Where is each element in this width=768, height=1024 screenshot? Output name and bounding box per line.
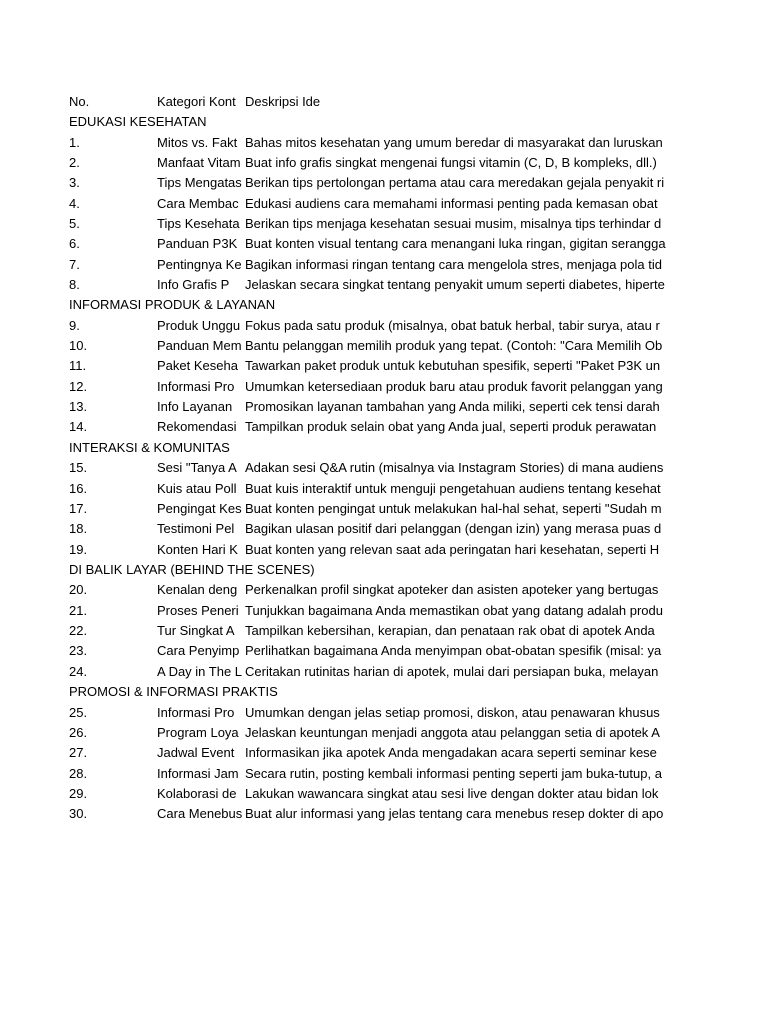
row-description: Tunjukkan bagaimana Anda memastikan obat yang datang adalah produ <box>245 603 663 618</box>
row-description: Tampilkan produk selain obat yang Anda jual, seperti produk perawatan <box>245 419 657 434</box>
row-number: 18. <box>69 521 88 536</box>
table-row <box>0 540 768 560</box>
row-category: Produk Unggu <box>157 318 241 333</box>
row-description: Fokus pada satu produk (misalnya, obat batuk herbal, tabir surya, atau r <box>245 318 660 333</box>
row-number: 26. <box>69 725 88 740</box>
row-description: Umumkan ketersediaan produk baru atau produk favorit pelanggan yang <box>245 379 663 394</box>
row-description: Ceritakan rutinitas harian di apotek, mulai dari persiapan buka, melayan <box>245 664 659 679</box>
table-row <box>0 356 768 376</box>
row-number: 1. <box>69 135 80 150</box>
row-description: Perlihatkan bagaimana Anda menyimpan obat-obatan spesifik (misal: ya <box>245 643 662 658</box>
row-number: 17. <box>69 501 88 516</box>
row-description: Tampilkan kebersihan, kerapian, dan penataan rak obat di apotek Anda <box>245 623 655 638</box>
row-number: 10. <box>69 338 88 353</box>
row-category: Informasi Pro <box>157 705 235 720</box>
table-row <box>0 255 768 275</box>
row-category: Tips Mengatas <box>157 175 242 190</box>
row-number: 7. <box>69 257 80 272</box>
row-description: Bahas mitos kesehatan yang umum beredar di masyarakat dan luruskan <box>245 135 663 150</box>
row-category: Informasi Jam <box>157 766 239 781</box>
row-category: Paket Keseha <box>157 358 238 373</box>
row-category: Tur Singkat A <box>157 623 235 638</box>
table-row <box>0 458 768 478</box>
row-description: Buat kuis interaktif untuk menguji pengetahuan audiens tentang kesehat <box>245 481 661 496</box>
row-number: 27. <box>69 745 88 760</box>
section-title: PROMOSI & INFORMASI PRAKTIS <box>69 684 278 699</box>
row-number: 22. <box>69 623 88 638</box>
table-row <box>0 214 768 234</box>
row-number: 23. <box>69 643 88 658</box>
row-number: 13. <box>69 399 88 414</box>
header-category: Kategori Kont <box>157 94 236 109</box>
row-description: Berikan tips menjaga kesehatan sesuai musim, misalnya tips terhindar d <box>245 216 662 231</box>
table-row <box>0 621 768 641</box>
table-row <box>0 703 768 723</box>
row-number: 11. <box>69 358 87 373</box>
table-row <box>0 764 768 784</box>
row-description: Buat konten yang relevan saat ada peringatan hari kesehatan, seperti H <box>245 542 660 557</box>
row-number: 8. <box>69 277 80 292</box>
row-description: Bantu pelanggan memilih produk yang tepat. (Contoh: "Cara Memilih Ob <box>245 338 663 353</box>
row-description: Jelaskan secara singkat tentang penyakit umum seperti diabetes, hiperte <box>245 277 665 292</box>
table-row <box>0 804 768 824</box>
table-row <box>0 397 768 417</box>
row-number: 3. <box>69 175 80 190</box>
row-description: Tawarkan paket produk untuk kebutuhan spesifik, seperti "Paket P3K un <box>245 358 661 373</box>
header-row <box>0 92 768 112</box>
section-title: INFORMASI PRODUK & LAYANAN <box>69 297 276 312</box>
row-category: Testimoni Pel <box>157 521 235 536</box>
row-category: Jadwal Event <box>157 745 235 760</box>
row-number: 12. <box>69 379 88 394</box>
row-number: 25. <box>69 705 88 720</box>
row-description: Buat konten visual tentang cara menangani luka ringan, gigitan serangga <box>245 236 666 251</box>
row-category: Kuis atau Poll <box>157 481 237 496</box>
row-description: Secara rutin, posting kembali informasi penting seperti jam buka-tutup, a <box>245 766 662 781</box>
row-category: Konten Hari K <box>157 542 238 557</box>
row-number: 6. <box>69 236 80 251</box>
row-category: Panduan P3K <box>157 236 238 251</box>
row-category: Pengingat Kes <box>157 501 242 516</box>
table-row <box>0 173 768 193</box>
row-description: Adakan sesi Q&A rutin (misalnya via Instagram Stories) di mana audiens <box>245 460 664 475</box>
table-row <box>0 479 768 499</box>
row-description: Promosikan layanan tambahan yang Anda miliki, seperti cek tensi darah <box>245 399 660 414</box>
row-category: Program Loya <box>157 725 239 740</box>
row-category: Cara Menebus <box>157 806 243 821</box>
row-number: 16. <box>69 481 88 496</box>
table-row <box>0 662 768 682</box>
row-description: Jelaskan keuntungan menjadi anggota atau pelanggan setia di apotek A <box>245 725 660 740</box>
table-row <box>0 784 768 804</box>
row-number: 2. <box>69 155 80 170</box>
row-category: Cara Penyimp <box>157 643 240 658</box>
row-number: 15. <box>69 460 88 475</box>
row-category: Kolaborasi de <box>157 786 237 801</box>
row-category: Mitos vs. Fakt <box>157 135 238 150</box>
row-description: Bagikan informasi ringan tentang cara mengelola stres, menjaga pola tid <box>245 257 662 272</box>
row-description: Buat konten pengingat untuk melakukan hal-hal sehat, seperti "Sudah m <box>245 501 662 516</box>
table-row <box>0 417 768 437</box>
row-category: Kenalan deng <box>157 582 238 597</box>
table-row <box>0 316 768 336</box>
row-description: Informasikan jika apotek Anda mengadakan acara seperti seminar kese <box>245 745 657 760</box>
row-category: Manfaat Vitam <box>157 155 241 170</box>
row-category: Proses Peneri <box>157 603 239 618</box>
header-no: No. <box>69 94 90 109</box>
row-category: Rekomendasi <box>157 419 237 434</box>
table-row <box>0 519 768 539</box>
row-number: 30. <box>69 806 88 821</box>
row-description: Berikan tips pertolongan pertama atau cara meredakan gejala penyakit ri <box>245 175 665 190</box>
row-category: A Day in The L <box>157 664 243 679</box>
row-category: Info Layanan <box>157 399 233 414</box>
section-title-row <box>0 295 768 315</box>
section-title: DI BALIK LAYAR (BEHIND THE SCENES) <box>69 562 315 577</box>
row-number: 19. <box>69 542 88 557</box>
row-description: Lakukan wawancara singkat atau sesi live dengan dokter atau bidan lok <box>245 786 659 801</box>
row-number: 14. <box>69 419 88 434</box>
section-title: EDUKASI KESEHATAN <box>69 114 207 129</box>
table-row <box>0 336 768 356</box>
section-title-row <box>0 112 768 132</box>
table-row <box>0 377 768 397</box>
row-description: Perkenalkan profil singkat apoteker dan asisten apoteker yang bertugas <box>245 582 659 597</box>
row-number: 9. <box>69 318 80 333</box>
table-row <box>0 601 768 621</box>
section-title-row <box>0 560 768 580</box>
table-row <box>0 234 768 254</box>
table-row <box>0 743 768 763</box>
table-row <box>0 641 768 661</box>
row-category: Info Grafis P <box>157 277 230 292</box>
header-description: Deskripsi Ide <box>245 94 321 109</box>
row-description: Edukasi audiens cara memahami informasi penting pada kemasan obat <box>245 196 658 211</box>
table-row <box>0 194 768 214</box>
row-description: Bagikan ulasan positif dari pelanggan (dengan izin) yang merasa puas d <box>245 521 662 536</box>
section-title-row <box>0 438 768 458</box>
row-number: 24. <box>69 664 88 679</box>
table-row <box>0 275 768 295</box>
row-category: Informasi Pro <box>157 379 235 394</box>
row-category: Cara Membac <box>157 196 239 211</box>
table-row <box>0 723 768 743</box>
row-description: Buat info grafis singkat mengenai fungsi vitamin (C, D, B kompleks, dll.) <box>245 155 657 170</box>
row-category: Panduan Mem <box>157 338 242 353</box>
row-category: Pentingnya Ke <box>157 257 242 272</box>
row-number: 29. <box>69 786 88 801</box>
row-category: Sesi "Tanya A <box>157 460 237 475</box>
table-row <box>0 133 768 153</box>
table-row <box>0 499 768 519</box>
row-description: Buat alur informasi yang jelas tentang cara menebus resep dokter di apo <box>245 806 664 821</box>
section-title-row <box>0 682 768 702</box>
table-row <box>0 153 768 173</box>
row-number: 5. <box>69 216 80 231</box>
section-title: INTERAKSI & KOMUNITAS <box>69 440 230 455</box>
row-number: 4. <box>69 196 80 211</box>
row-number: 21. <box>69 603 88 618</box>
table-row <box>0 580 768 600</box>
row-number: 20. <box>69 582 88 597</box>
row-description: Umumkan dengan jelas setiap promosi, diskon, atau penawaran khusus <box>245 705 660 720</box>
row-number: 28. <box>69 766 88 781</box>
row-category: Tips Kesehata <box>157 216 240 231</box>
